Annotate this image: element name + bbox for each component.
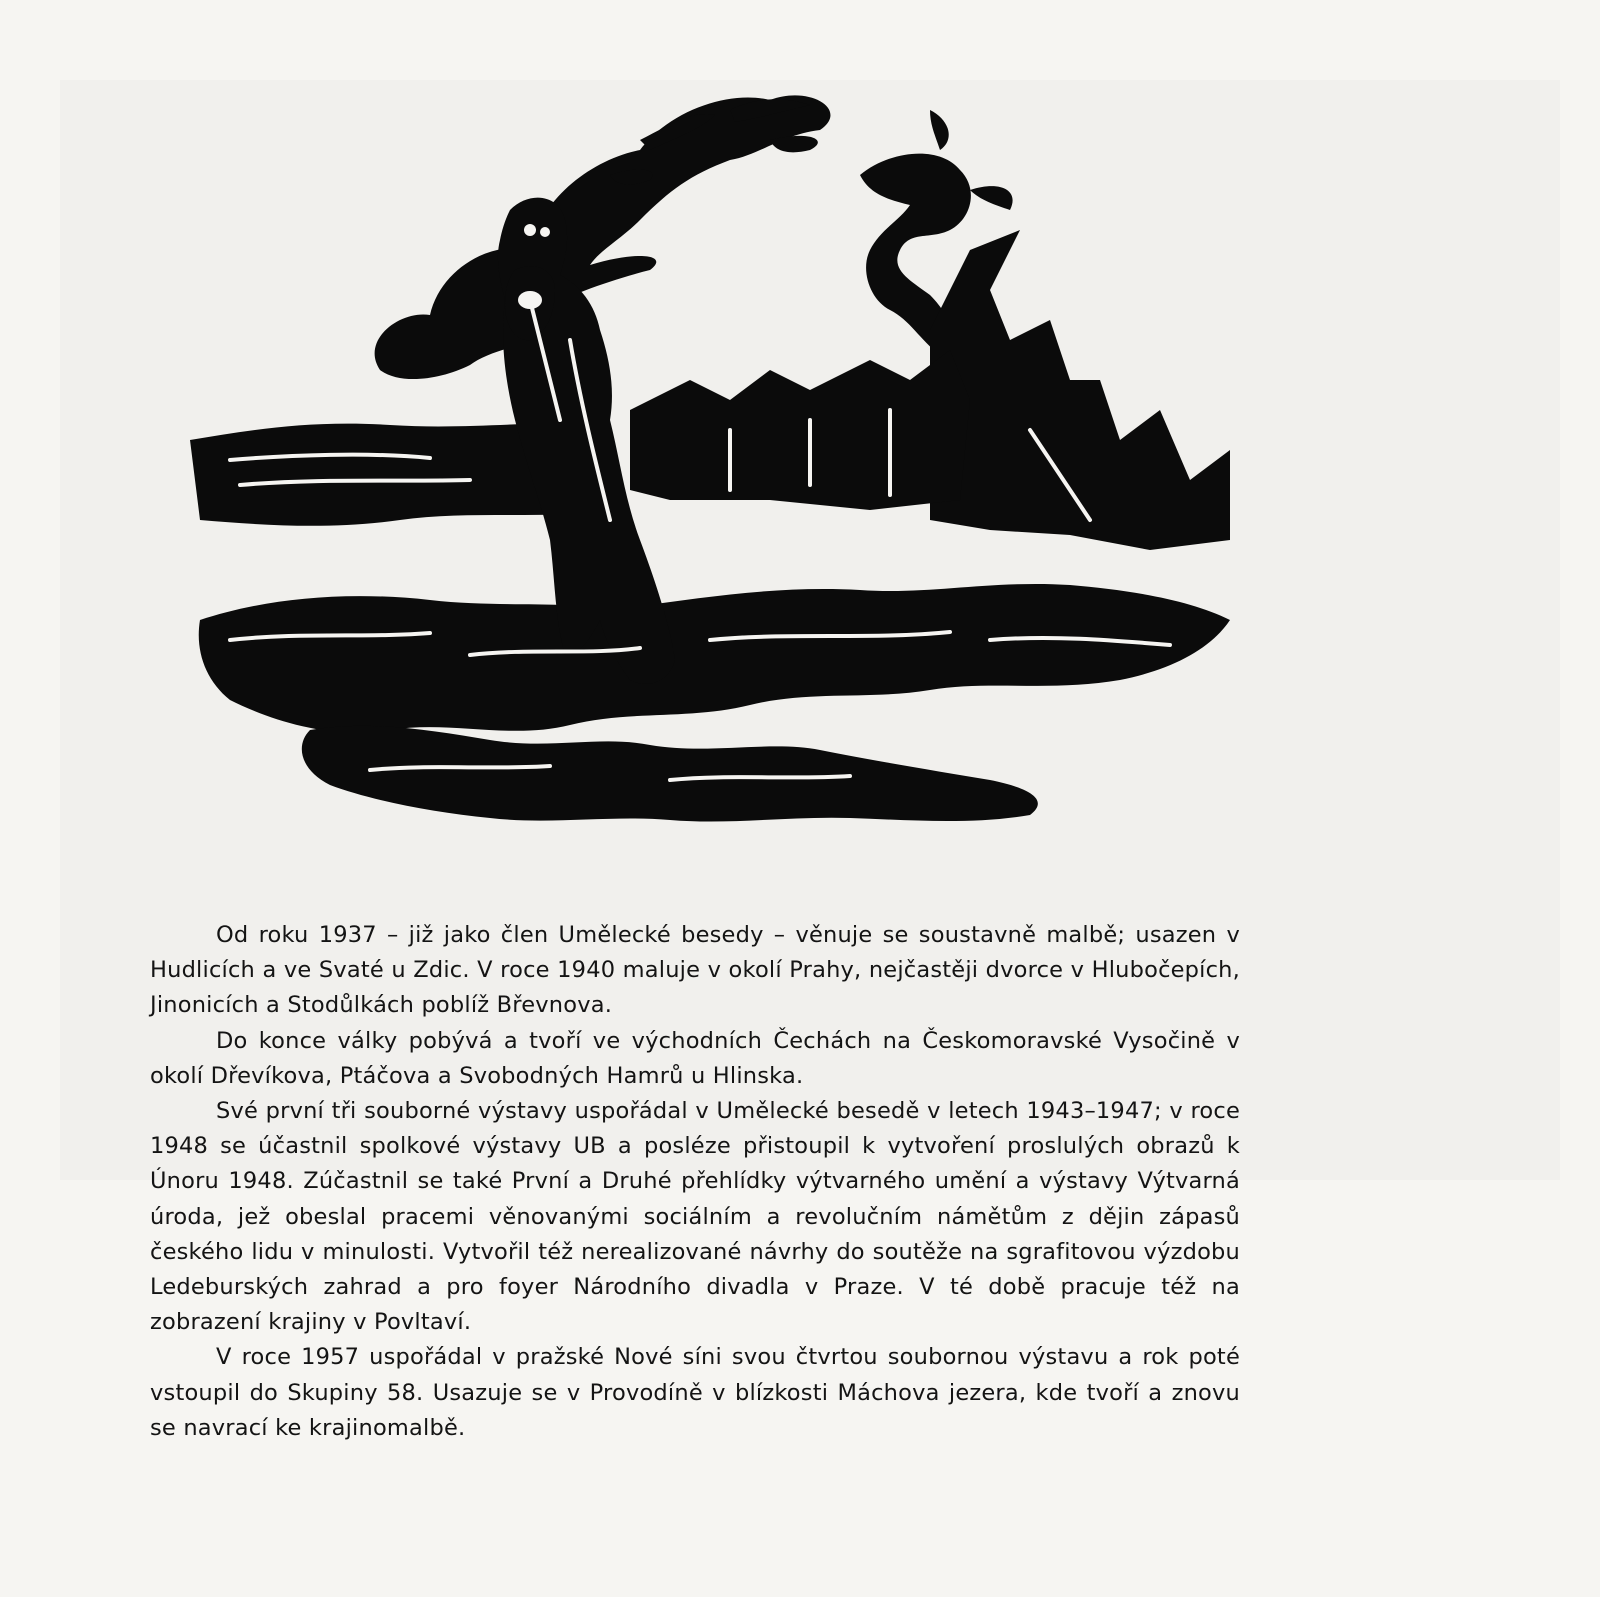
- body-text: [150, 918, 1240, 1446]
- paragraph: Od roku 1937 – již jako člen Umělecké besedy – věnuje se soustavně malbě; usazen v Hudlicích a ve Svaté u Zdic. V roce 1940 maluje v okolí Prahy, nejčastěji dvorce v Hlubočepích, Jinonicích a Stodůlkách poblíž Břevnova.: [150, 922, 1240, 1019]
- foreground-rubble: [199, 584, 1230, 733]
- ruined-building-walls: [630, 350, 970, 510]
- woodcut-illustration: [170, 80, 1260, 840]
- foreground-rubble-lower: [302, 726, 1038, 822]
- paragraph: Své první tři souborné výstavy uspořádal v Umělecké besedě v letech 1943–1947; v roce 1948 se účastnil spolkové výstavy UB a posléze přistoupil k vytvoření proslulých obrazů k Únoru 1948. Zúčastnil se také První a Druhé přehlídky výtvarného umění a výstavy Výtvarná úroda, jež obeslal pracemi věnovanými sociálním a revolučním námětům z dějin zápasů českého lidu v minulosti. Vytvořil též nerealizované návrhy do soutěže na sgrafitovou výzdobu Ledeburských zahrad a pro foyer Národního divadla v Praze. V té době pracuje též na zobrazení krajiny v Povltaví.: [150, 1098, 1240, 1336]
- smoke-plume-left: [375, 95, 831, 379]
- paragraph: V roce 1957 uspořádal v pražské Nové síni svou čtvrtou soubornou výstavu a rok poté vstoupil do Skupiny 58. Usazuje se v Provodíně v blízkosti Máchova jezera, kde tvoří a znovu se navrací ke krajinomalbě.: [150, 1344, 1240, 1441]
- paragraph: Do konce války pobývá a tvoří ve východních Čechách na Českomoravské Vysočině v okolí Dřevíkova, Ptáčova a Svobodných Hamrů u Hlinska.: [150, 1027, 1240, 1089]
